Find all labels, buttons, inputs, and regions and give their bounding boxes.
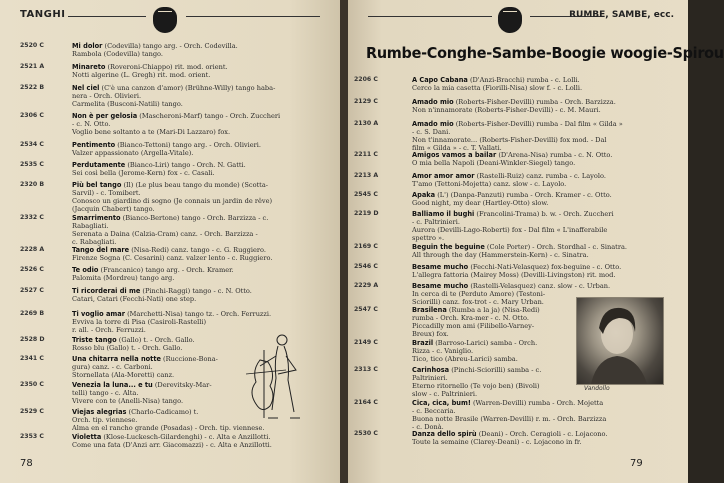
song-details: (Rastelli-Velasquez) canz. slow - c. Urban.: [468, 282, 611, 290]
entry-line: [72, 63, 320, 71]
entry-line: [72, 246, 320, 254]
record-code: 2528 D: [20, 336, 45, 343]
song-details: Rabagliati.: [72, 222, 109, 230]
record-code: 2521 A: [20, 63, 45, 70]
song-title: Danza dello spirù: [412, 430, 477, 438]
song-details: (Derevitsky-Mar-: [152, 381, 212, 389]
song-details: Sciorilli) canz. fox-trot - c. Mary Urban.: [412, 298, 544, 306]
right-page: [348, 0, 724, 483]
song-details: Rizza - c. Vaniglio.: [412, 347, 474, 355]
entry-line: [412, 251, 680, 259]
record-code: 2228 A: [20, 246, 45, 253]
song-title: Una chitarra nella notte: [72, 355, 161, 363]
entry-line: [412, 210, 680, 218]
song-details: (D'Arena-Nisa) rumba - c. N. Otto.: [496, 151, 613, 159]
song-details: - c. Donà.: [412, 423, 444, 431]
record-code: 2526 C: [20, 266, 44, 273]
entry-line: [412, 330, 572, 338]
song-title: Amado mio: [412, 98, 454, 106]
song-details: Non t'innamorate... (Roberts-Fisher-Devilli) fox mod. - Dal: [412, 136, 607, 144]
entry-line: [72, 295, 320, 303]
entry-line: [72, 50, 320, 58]
song-details: Toute la semaine (Clarey-Deani) - c. Lojacono in fr.: [412, 438, 582, 446]
song-title: Viejas alegrias: [72, 408, 127, 416]
song-details: Piccadilly mon ami (Filibello-Varney-: [412, 322, 535, 330]
entry-line: [72, 230, 320, 238]
song-details: (Rastelli-Ruiz) canz. rumba - c. Layolo.: [474, 172, 606, 180]
song-details: telli) tango - c. Alta.: [72, 389, 139, 397]
entry-line: [72, 222, 320, 230]
song-title: Non è per gelosia: [72, 112, 138, 120]
section-title: Rumbe-Conghe-Sambe-Boogie woogie-Spirou: [366, 44, 724, 62]
entry-line: [412, 314, 572, 322]
song-title: Mi dolor: [72, 42, 103, 50]
record-code: 2269 B: [20, 310, 45, 317]
song-title: Brazil: [412, 339, 434, 347]
entry-line: [412, 271, 680, 279]
entry-line: [412, 136, 680, 144]
entry-line: [72, 42, 320, 50]
song-details: Firenze Sogna (C. Cesarini) canz. valzer lento - c. Ruggiero.: [72, 254, 273, 262]
header-rule: [186, 16, 320, 17]
song-details: Vivere con te (Anelli-Nisa) tango.: [72, 397, 184, 405]
song-details: Carmelita (Busconi-Natili) tango.: [72, 100, 183, 108]
song-details: r. all. - Orch. Ferruzzi.: [72, 326, 146, 334]
entry-line: [72, 214, 320, 222]
entry-line: [412, 151, 680, 159]
entry-line: [72, 238, 320, 246]
song-details: (Barroso-Larici) samba - Orch.: [433, 339, 538, 347]
song-details: Cerco la mia casetta (Fiorilli-Nisa) slow f. - c. Lolli.: [412, 84, 583, 92]
entry-line: [412, 347, 572, 355]
song-details: (C'è una canzon d'amor) (Brühne-Willy) tango haba-: [99, 84, 276, 92]
record-code: 2206 C: [354, 76, 378, 83]
cellist-illustration: [238, 330, 308, 425]
song-details: (Ruccione-Bona-: [160, 355, 218, 363]
song-details: Paltrinieri.: [412, 374, 448, 382]
song-details: (Roberts-Fisher-Devilli) rumba - Dal film « Gilda »: [453, 120, 623, 128]
entry-line: [412, 366, 572, 374]
entry-line: [412, 263, 680, 271]
entry-line: [412, 399, 680, 407]
record-code: 2353 C: [20, 433, 44, 440]
entry-line: [72, 397, 247, 405]
song-title: Minareto: [72, 63, 106, 71]
entry-line: [412, 76, 680, 84]
right-header: RUMBE, SAMBE, ecc.: [569, 10, 674, 20]
entry-line: [72, 318, 320, 326]
record-code: 2350 C: [20, 381, 44, 388]
entry-line: [72, 112, 320, 120]
singer-photo: [576, 297, 664, 385]
entry-line: [412, 98, 680, 106]
song-details: Come una fata (D'Anzi arr. Giacomazzi) - c. Alta e Anzillotti.: [72, 441, 272, 449]
record-code: 2546 C: [354, 263, 378, 270]
record-code: 2219 D: [354, 210, 379, 217]
song-details: (Fecchi-Nati-Velasquez) fox-beguine - c. Otto.: [468, 263, 622, 271]
left-page-number: 78: [20, 458, 33, 469]
song-title: Balliamo il bughi: [412, 210, 475, 218]
song-details: (Gallo) t. - Orch. Gallo.: [116, 336, 195, 344]
record-code: 2169 C: [354, 243, 378, 250]
entry-line: [412, 282, 680, 290]
song-details: (Il) (Le plus beau tango du monde) (Scotta-: [121, 181, 268, 189]
song-title: A Capo Cabana: [412, 76, 468, 84]
entry-line: [72, 92, 320, 100]
record-code: 2527 C: [20, 287, 44, 294]
song-details: - c. Beccaria.: [412, 407, 456, 415]
song-details: Rambola (Codevilla) tango.: [72, 50, 163, 58]
entry-line: [72, 371, 247, 379]
song-title: Amor amor amor: [412, 172, 475, 180]
song-details: - c. S. Dani.: [412, 128, 451, 136]
song-title: Smarrimento: [72, 214, 121, 222]
entry-line: [72, 169, 320, 177]
entry-line: [72, 71, 320, 79]
song-details: Catari, Catari (Fecchi-Nati) one step.: [72, 295, 197, 303]
record-code: 2149 C: [354, 339, 378, 346]
entry-line: [412, 374, 572, 382]
song-details: (Bianco-Tettoni) tango arg. - Orch. Olivieri.: [115, 141, 262, 149]
song-title: Ti voglio amar: [72, 310, 125, 318]
song-title: Triste tango: [72, 336, 117, 344]
song-title: Beguin the beguine: [412, 243, 485, 251]
song-details: Rosso blu (Gallo) t. - Orch. Gallo.: [72, 344, 183, 352]
song-details: Buona notte Brasile (Warren-Devilli) r. m. - Orch. Barzizza: [412, 415, 607, 423]
entry-line: [72, 424, 265, 432]
song-details: rumba - Orch. Kra-mer - c. N. Otto.: [412, 314, 529, 322]
song-details: Sei così bella (Jerome-Kern) fox - c. Casali.: [72, 169, 215, 177]
song-details: (D'Anzi-Bracchi) rumba - c. Lolli.: [467, 76, 580, 84]
song-details: Breux) fox.: [412, 330, 449, 338]
song-title: Perdutamente: [72, 161, 126, 169]
song-details: L'allegra fattoria (Mairey Moss) (Devilli-Livingston) rit. mod.: [412, 271, 616, 279]
entry-line: [412, 407, 680, 415]
record-code: 2213 A: [354, 172, 379, 179]
song-title: Cica, cica, bum!: [412, 399, 471, 407]
song-details: slow - c. Paltrinieri.: [412, 390, 478, 398]
song-details: Non n'innamorate (Roberts-Fisher-Devilli) - c. M. Mauri.: [412, 106, 601, 114]
entry-line: [72, 205, 320, 213]
song-details: nera - Orch. Olivieri.: [72, 92, 142, 100]
song-details: (Charlo-Cadicamo) t.: [126, 408, 199, 416]
song-details: (Deani) - Orch. Ceragioli - c. Lojacono.: [476, 430, 608, 438]
entry-line: [72, 381, 247, 389]
entry-line: [72, 141, 320, 149]
song-title: Violetta: [72, 433, 102, 441]
entry-line: [412, 306, 572, 314]
song-details: O mia bella Napoli (Deani-Winkler-Siegel) tango.: [412, 159, 576, 167]
record-code: 2534 C: [20, 141, 44, 148]
entry-line: [72, 433, 320, 441]
song-details: (Bianco-Bertone) tango - Orch. Barzizza - c.: [120, 214, 269, 222]
right-page-number: 79: [630, 458, 643, 469]
entry-line: [412, 322, 572, 330]
photo-caption: Vandollo: [584, 385, 610, 392]
cetra-logo-icon: [498, 7, 522, 33]
song-details: (Codevilla) tango arg. - Orch. Codevilla.: [102, 42, 238, 50]
record-code: 2332 C: [20, 214, 44, 221]
record-code: 2211 C: [354, 151, 378, 158]
entry-line: [72, 416, 247, 424]
record-code: 2313 C: [354, 366, 378, 373]
entry-line: [72, 389, 247, 397]
entry-line: [72, 274, 320, 282]
song-details: (Francolini-Trama) b. w. - Orch. Zuccheri: [474, 210, 614, 218]
song-details: Eterno ritornello (Te vojo ben) (Bivoli): [412, 382, 540, 390]
song-details: c. Rabagliati.: [72, 238, 117, 246]
record-code: 2129 C: [354, 98, 378, 105]
song-details: Good night, my dear (Hartley-Otto) slow.: [412, 199, 549, 207]
entry-line: [72, 197, 320, 205]
entry-line: [72, 189, 320, 197]
header-rule: [368, 16, 492, 17]
record-code: 2520 C: [20, 42, 44, 49]
record-code: 2341 C: [20, 355, 44, 362]
song-details: Voglio bene soltanto a te (Mari-Di Lazzaro) fox.: [72, 128, 231, 136]
song-title: Brasilena: [412, 306, 447, 314]
song-details: (Roveroni-Chiappo) rit. mod. orient.: [105, 63, 228, 71]
song-details: Palomita (Mordreu) tango arg.: [72, 274, 175, 282]
record-code: 2547 C: [354, 306, 378, 313]
song-details: Tico, tico (Abreu-Larici) samba.: [412, 355, 518, 363]
song-details: Sarvil) - c. Tomibert.: [72, 189, 141, 197]
entry-line: [412, 180, 680, 188]
record-code: 2535 C: [20, 161, 44, 168]
entry-line: [72, 266, 320, 274]
cetra-logo-icon: [153, 7, 177, 33]
song-details: (Warren-Devilli) rumba - Orch. Mojetta: [470, 399, 604, 407]
entry-line: [412, 415, 680, 423]
entry-line: [412, 191, 680, 199]
song-details: (Rumba a la ja) (Nisa-Redi): [446, 306, 540, 314]
entry-line: [72, 181, 320, 189]
song-details: Serenata a Daina (Calzia-Cram) canz. - Orch. Barzizza -: [72, 230, 258, 238]
song-details: (Bianco-Liri) tango - Orch. N. Gatti.: [125, 161, 246, 169]
song-details: All through the day (Hammerstein-Kern) - c. Sinatra.: [412, 251, 589, 259]
entry-line: [72, 355, 247, 363]
entry-line: [72, 84, 320, 92]
song-details: Orch. tip. viennese.: [72, 416, 138, 424]
left-header: TANGHI: [20, 9, 66, 20]
song-details: Notti algerine (L. Gregh) rit. mod. orient.: [72, 71, 211, 79]
song-details: (Pinchi-Sciorilli) samba - c.: [449, 366, 542, 374]
entry-line: [412, 355, 572, 363]
entry-line: [412, 84, 680, 92]
entry-line: [412, 430, 680, 438]
song-details: Valzer appassionato (Argella-Vitale).: [72, 149, 194, 157]
song-details: (Cole Porter) - Orch. Stordhal - c. Sinatra.: [484, 243, 628, 251]
entry-line: [412, 438, 680, 446]
song-title: Più bel tango: [72, 181, 122, 189]
song-title: Venezia la luna... e tu: [72, 381, 153, 389]
entry-line: [72, 254, 320, 262]
song-details: - c. Paltrinieri.: [412, 218, 460, 226]
song-title: Ti ricorderai di me: [72, 287, 141, 295]
song-title: Te odio: [72, 266, 99, 274]
song-details: Stornellata (Ala-Moretti) canz.: [72, 371, 175, 379]
song-details: (Nisa-Redi) canz. tango - c. G. Ruggiero.: [129, 246, 266, 254]
record-code: 2130 A: [354, 120, 379, 127]
header-rule: [68, 16, 146, 17]
song-title: Nel ciel: [72, 84, 100, 92]
entry-line: [412, 120, 680, 128]
song-details: Evviva la torre di Pisa (Casiroli-Rastelli): [72, 318, 207, 326]
entry-line: [72, 408, 247, 416]
song-details: (Jacquin Chabert) tango.: [72, 205, 155, 213]
entry-line: [412, 199, 680, 207]
record-code: 2529 C: [20, 408, 44, 415]
song-details: gura) canz. - c. Carboni.: [72, 363, 153, 371]
entry-line: [412, 172, 680, 180]
song-title: Besame mucho: [412, 263, 469, 271]
song-title: Apaka: [412, 191, 436, 199]
song-title: Tango del mare: [72, 246, 130, 254]
entry-line: [412, 159, 680, 167]
song-details: (L') (Danpa-Panzuti) rumba - Orch. Kramer - c. Otto.: [435, 191, 612, 199]
song-details: film « Gilda » - c. T. Vallati.: [412, 144, 502, 152]
entry-line: [72, 128, 320, 136]
entry-line: [412, 226, 680, 234]
book-gutter: [340, 0, 348, 483]
entry-line: [72, 120, 320, 128]
song-title: Carinhosa: [412, 366, 450, 374]
record-code: 2530 C: [354, 430, 378, 437]
record-code: 2306 C: [20, 112, 44, 119]
song-details: (Klose-Luckesch-Gilardenghi) - c. Alta e Anzillotti.: [101, 433, 271, 441]
song-details: In cerca di te (Perduto Amore) (Testoni-: [412, 290, 546, 298]
song-details: T'amo (Tettoni-Mojetta) canz. slow - c. Layolo.: [412, 180, 567, 188]
song-details: (Roberts-Fisher-Devilli) rumba - Orch. Barzizza.: [453, 98, 616, 106]
entry-line: [412, 382, 572, 390]
record-code: 2545 C: [354, 191, 378, 198]
song-details: spettro ».: [412, 234, 445, 242]
song-title: Besame mucho: [412, 282, 469, 290]
song-details: (Pinchi-Raggi) tango - c. N. Otto.: [140, 287, 252, 295]
entry-line: [72, 363, 247, 371]
song-title: Amado mio: [412, 120, 454, 128]
record-code: 2320 B: [20, 181, 45, 188]
entry-line: [412, 390, 572, 398]
song-details: (Mascheroni-Marf) tango - Orch. Zuccheri: [137, 112, 281, 120]
song-details: (Marchetti-Nisa) tango tz. - Orch. Ferruzzi.: [124, 310, 272, 318]
record-code: 2164 C: [354, 399, 378, 406]
entry-line: [412, 339, 572, 347]
song-details: Conosco un giardino di sogno (Je connais un jardin de rêve): [72, 197, 273, 205]
left-page: [0, 0, 340, 483]
song-details: (Francanico) tango arg. - Orch. Kramer.: [98, 266, 234, 274]
song-title: Amigos vamos a bailar: [412, 151, 497, 159]
entry-line: [72, 441, 320, 449]
entry-line: [412, 234, 680, 242]
entry-line: [412, 218, 680, 226]
song-title: Pentimento: [72, 141, 116, 149]
record-code: 2229 A: [354, 282, 379, 289]
entry-line: [72, 100, 320, 108]
entry-line: [412, 106, 680, 114]
song-details: - c. N. Otto.: [72, 120, 111, 128]
entry-line: [72, 287, 320, 295]
entry-line: [412, 128, 680, 136]
song-details: Alma en el rancho grande (Posadas) - Orch. tip. viennese.: [72, 424, 265, 432]
entry-line: [72, 149, 320, 157]
entry-line: [72, 310, 320, 318]
entry-line: [412, 243, 680, 251]
record-code: 2522 B: [20, 84, 45, 91]
song-details: Aurora (Devilli-Lago-Roberti) fox - Dal film « L'inafferabile: [412, 226, 608, 234]
entry-line: [72, 161, 320, 169]
